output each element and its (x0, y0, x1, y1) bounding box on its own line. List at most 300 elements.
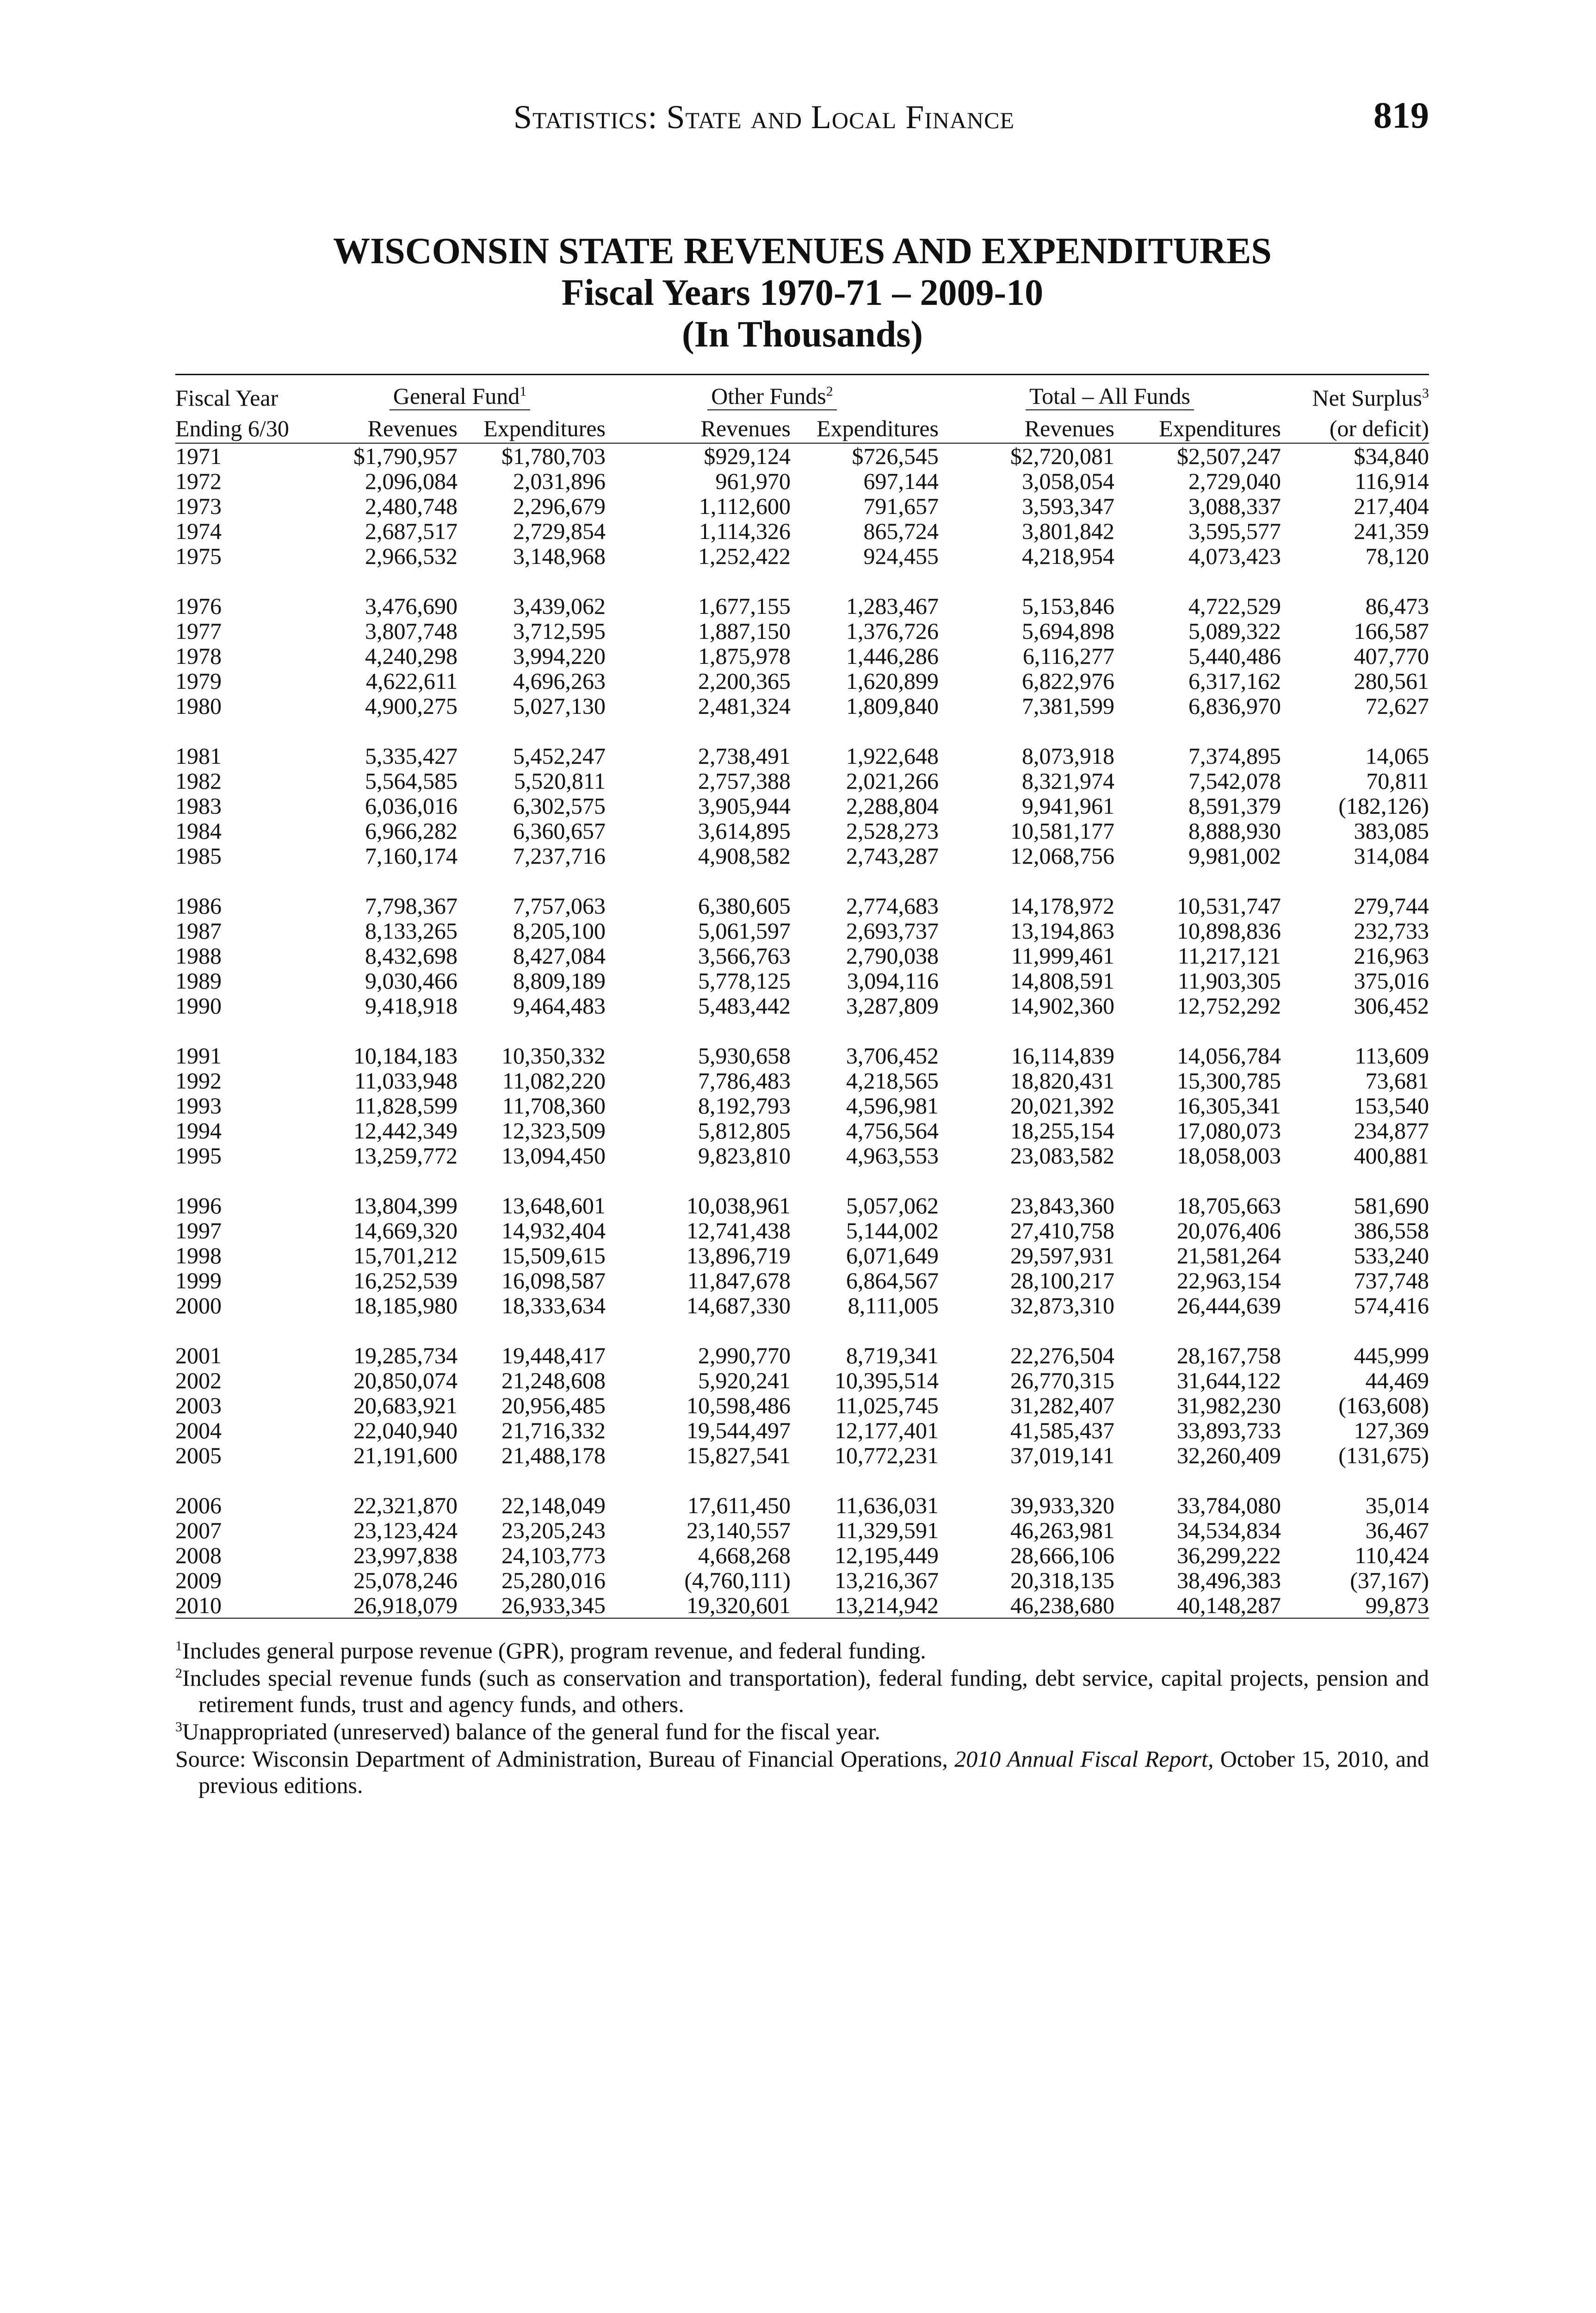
cell-total-revenues: 46,263,981 (1010, 1517, 1114, 1543)
cell-total-expenditures: 3,595,577 (1188, 518, 1281, 544)
cell-fiscal-year: 1992 (175, 1068, 222, 1094)
table-row (175, 519, 1429, 544)
cell-fiscal-year: 1971 (175, 443, 222, 469)
cell-total-revenues: 22,276,504 (1010, 1342, 1114, 1368)
cell-total-expenditures: 16,305,341 (1177, 1093, 1281, 1119)
cell-gf-expenditures: 13,094,450 (501, 1143, 606, 1169)
cell-fiscal-year: 1973 (175, 493, 222, 519)
cell-net-surplus: 533,240 (1354, 1243, 1429, 1268)
table-row (175, 943, 1429, 968)
cell-gf-expenditures: 10,350,332 (501, 1043, 606, 1069)
table-row (175, 1493, 1429, 1518)
cell-total-expenditures: 8,888,930 (1188, 818, 1281, 844)
cell-of-expenditures: 2,021,266 (846, 768, 939, 794)
table-row (175, 618, 1429, 643)
cell-of-expenditures: 1,620,899 (846, 668, 939, 694)
cell-fiscal-year: 2010 (175, 1593, 314, 1618)
table-row (175, 818, 1429, 843)
cell-of-expenditures: 1,376,726 (846, 618, 939, 644)
cell-fiscal-year: 1995 (175, 1143, 222, 1169)
cell-net-surplus: 86,473 (1365, 593, 1429, 619)
cell-net-surplus: 116,914 (1355, 468, 1429, 494)
table-row (175, 443, 1429, 469)
cell-gf-revenues: 2,480,748 (365, 493, 458, 519)
cell-gf-expenditures: 11,708,360 (502, 1093, 606, 1119)
cell-total-expenditures: 7,542,078 (1188, 768, 1281, 794)
cell-fiscal-year: 1977 (175, 618, 222, 644)
cell-of-expenditures: 8,719,341 (846, 1342, 939, 1368)
cell-gf-expenditures: 12,323,509 (501, 1118, 606, 1144)
cell-total-revenues: 20,021,392 (1010, 1093, 1114, 1119)
cell-of-expenditures: 11,636,031 (835, 1492, 939, 1518)
cell-gf-expenditures: 2,729,854 (513, 518, 606, 544)
footnote-2: $^2$Includes special revenue funds (such as conservation and transportation), federal funding, debt service, capital projects, pension and retirement funds, trust and agency funds, and others. (175, 1665, 1429, 1717)
cell-gf-expenditures: 3,439,062 (513, 593, 606, 619)
cell-total-expenditures: 20,076,406 (1177, 1218, 1281, 1243)
table-header (175, 375, 1429, 444)
cell-gf-revenues: 10,184,183 (353, 1043, 458, 1069)
cell-of-expenditures: 10,772,231 (835, 1442, 939, 1468)
cell-total-expenditures: 34,534,834 (1177, 1517, 1281, 1543)
cell-total-revenues: 18,820,431 (1010, 1068, 1114, 1094)
cell-of-revenues: 5,778,125 (698, 968, 791, 994)
cell-total-revenues: 6,822,976 (1022, 668, 1114, 694)
cell-gf-expenditures: 3,994,220 (513, 643, 606, 669)
cell-total-revenues: 10,581,177 (1010, 818, 1114, 844)
cell-net-surplus: 234,877 (1354, 1118, 1429, 1144)
cell-net-surplus: 14,065 (1365, 743, 1429, 769)
running-head: Statistics: State and Local Finance (513, 99, 1015, 136)
cell-fiscal-year: 2004 (175, 1417, 222, 1443)
cell-fiscal-year: 1975 (175, 543, 222, 569)
cell-of-expenditures: 5,057,062 (846, 1193, 939, 1218)
cell-of-expenditures: 1,809,840 (846, 693, 939, 719)
cell-total-expenditures: 12,752,292 (1177, 993, 1281, 1019)
table-row (175, 1043, 1429, 1068)
cell-of-expenditures: 8,111,005 (847, 1293, 939, 1318)
cell-of-revenues: 14,687,330 (687, 1293, 791, 1318)
header-total-revenues: Revenues (939, 410, 1114, 443)
header-other-funds: Other Funds$^2$ (606, 375, 939, 411)
cell-gf-expenditures: 7,237,716 (513, 843, 606, 869)
table-row (175, 1543, 1429, 1568)
cell-of-expenditures: 13,214,942 (791, 1593, 939, 1618)
cell-of-revenues: 1,112,600 (699, 493, 791, 519)
cell-total-revenues: 13,194,863 (1010, 918, 1114, 944)
cell-gf-revenues: 16,252,539 (353, 1268, 458, 1293)
group-spacer (175, 569, 1429, 594)
cell-gf-revenues: 11,828,599 (354, 1093, 458, 1119)
cell-total-revenues: 7,381,599 (1022, 693, 1114, 719)
cell-net-surplus: 306,452 (1354, 993, 1429, 1019)
cell-of-revenues: 9,823,810 (698, 1143, 791, 1169)
cell-gf-revenues: 7,160,174 (365, 843, 458, 869)
cell-gf-revenues: 21,191,600 (353, 1442, 458, 1468)
cell-of-expenditures: 865,724 (863, 518, 939, 544)
cell-total-expenditures: 4,073,423 (1188, 543, 1281, 569)
cell-total-expenditures: 5,440,486 (1188, 643, 1281, 669)
cell-gf-revenues: 23,123,424 (353, 1517, 458, 1543)
cell-net-surplus: (131,675) (1338, 1442, 1429, 1468)
cell-of-revenues: 1,114,326 (699, 518, 791, 544)
cell-gf-expenditures: 14,932,404 (501, 1218, 606, 1243)
cell-total-revenues: 27,410,758 (1010, 1218, 1114, 1243)
cell-of-expenditures: 3,706,452 (846, 1043, 939, 1069)
cell-of-revenues: 8,192,793 (698, 1093, 791, 1119)
cell-fiscal-year: 1984 (175, 818, 222, 844)
table-row (175, 1368, 1429, 1393)
table-row (175, 1593, 1429, 1618)
cell-fiscal-year: 1981 (175, 743, 222, 769)
table-row (175, 1218, 1429, 1243)
cell-total-revenues: 32,873,310 (1010, 1293, 1114, 1318)
header-ending: Ending 6/30 (175, 410, 314, 443)
cell-net-surplus: 73,681 (1365, 1068, 1429, 1094)
table-row (175, 1518, 1429, 1543)
cell-of-revenues: 5,483,442 (698, 993, 791, 1019)
cell-total-expenditures: 6,317,162 (1188, 668, 1281, 694)
cell-total-expenditures: 14,056,784 (1177, 1043, 1281, 1069)
cell-total-revenues: 4,218,954 (1022, 543, 1114, 569)
cell-total-expenditures: 10,531,747 (1177, 893, 1281, 919)
cell-gf-expenditures: 5,027,130 (513, 693, 606, 719)
cell-fiscal-year: 1976 (175, 593, 222, 619)
cell-fiscal-year: 1998 (175, 1243, 222, 1268)
cell-fiscal-year: 1994 (175, 1118, 222, 1144)
header-fiscal-year: Fiscal Year (175, 375, 314, 411)
table-row (175, 1193, 1429, 1218)
cell-gf-revenues: 13,804,399 (353, 1193, 458, 1218)
cell-of-revenues: 2,481,324 (698, 693, 791, 719)
cell-net-surplus: $34,840 (1354, 443, 1429, 469)
cell-gf-revenues: 4,900,275 (365, 693, 458, 719)
cell-gf-revenues: 23,997,838 (353, 1542, 458, 1568)
cell-total-revenues: 28,666,106 (1010, 1542, 1114, 1568)
cell-of-revenues: 2,738,491 (698, 743, 791, 769)
cell-fiscal-year: 1997 (175, 1218, 222, 1243)
cell-total-revenues: 11,999,461 (1011, 943, 1114, 969)
cell-net-surplus: 241,359 (1354, 518, 1429, 544)
cell-gf-expenditures: 22,148,049 (501, 1492, 606, 1518)
cell-gf-revenues: 2,687,517 (365, 518, 458, 544)
cell-of-expenditures: 6,071,649 (846, 1243, 939, 1268)
table-row (175, 1118, 1429, 1143)
units-note: (In Thousands) (681, 314, 923, 355)
table-row (175, 643, 1429, 668)
cell-gf-revenues: 22,321,870 (353, 1492, 458, 1518)
cell-of-expenditures: 924,455 (863, 543, 939, 569)
cell-total-expenditures: 28,167,758 (1177, 1342, 1281, 1368)
cell-total-expenditures: 4,722,529 (1188, 593, 1281, 619)
cell-of-expenditures: 3,287,809 (846, 993, 939, 1019)
header-total-all-funds: Total – All Funds (939, 375, 1281, 411)
cell-net-surplus: 400,881 (1354, 1143, 1429, 1169)
cell-gf-expenditures: 9,464,483 (513, 993, 606, 1019)
cell-total-expenditures: 31,644,122 (1177, 1367, 1281, 1393)
cell-gf-expenditures: 21,716,332 (501, 1417, 606, 1443)
cell-fiscal-year: 1983 (175, 793, 222, 819)
table-row (175, 893, 1429, 918)
cell-gf-revenues: 5,564,585 (365, 768, 458, 794)
cell-of-revenues: (4,760,111) (684, 1567, 791, 1593)
cell-net-surplus: 314,084 (1354, 843, 1429, 869)
cell-of-revenues: 5,061,597 (698, 918, 791, 944)
cell-gf-expenditures: 6,302,575 (513, 793, 606, 819)
table-row (175, 1093, 1429, 1118)
group-spacer (175, 1318, 1429, 1343)
cell-total-revenues: 16,114,839 (1011, 1043, 1114, 1069)
cell-total-revenues: 26,770,315 (1010, 1367, 1114, 1393)
cell-net-surplus: 127,369 (1354, 1417, 1429, 1443)
cell-net-surplus: 35,014 (1365, 1492, 1429, 1518)
cell-total-revenues: 20,318,135 (1010, 1567, 1114, 1593)
cell-total-revenues: 18,255,154 (1010, 1118, 1114, 1144)
cell-fiscal-year: 1990 (175, 993, 222, 1019)
group-spacer (175, 718, 1429, 743)
cell-total-expenditures: 32,260,409 (1177, 1442, 1281, 1468)
cell-fiscal-year: 2001 (175, 1342, 222, 1368)
cell-gf-revenues: 9,030,466 (365, 968, 458, 994)
cell-total-revenues: 6,116,277 (1022, 643, 1114, 669)
cell-gf-expenditures: 3,712,595 (513, 618, 606, 644)
cell-of-expenditures: $726,545 (852, 443, 939, 469)
cell-net-surplus: 44,469 (1365, 1367, 1429, 1393)
cell-total-expenditures: 33,784,080 (1177, 1492, 1281, 1518)
cell-total-revenues: 14,902,360 (1010, 993, 1114, 1019)
cell-of-revenues: 2,990,770 (698, 1342, 791, 1368)
cell-total-expenditures: 8,591,379 (1188, 793, 1281, 819)
table-row (175, 743, 1429, 768)
table-row (175, 1243, 1429, 1268)
cell-of-revenues: 10,038,961 (687, 1193, 791, 1218)
cell-net-surplus: 386,558 (1354, 1218, 1429, 1243)
cell-total-expenditures: 22,963,154 (1177, 1268, 1281, 1293)
cell-fiscal-year: 1978 (175, 643, 222, 669)
cell-net-surplus: 153,540 (1354, 1093, 1429, 1119)
cell-fiscal-year: 1999 (175, 1268, 222, 1293)
table-row (175, 494, 1429, 519)
table-row (175, 1143, 1429, 1168)
cell-of-expenditures: 2,790,038 (846, 943, 939, 969)
cell-net-surplus: 99,873 (1281, 1593, 1429, 1618)
cell-of-revenues: 5,930,658 (698, 1043, 791, 1069)
cell-gf-revenues: 26,918,079 (314, 1593, 458, 1618)
cell-net-surplus: 445,999 (1354, 1342, 1429, 1368)
cell-of-revenues: $929,124 (704, 443, 791, 469)
cell-of-revenues: 1,875,978 (698, 643, 791, 669)
cell-fiscal-year: 1980 (175, 693, 222, 719)
cell-net-surplus: 72,627 (1365, 693, 1429, 719)
cell-of-expenditures: 791,657 (863, 493, 939, 519)
table-row (175, 1443, 1429, 1468)
cell-fiscal-year: 1985 (175, 843, 222, 869)
cell-net-surplus: 36,467 (1365, 1517, 1429, 1543)
table-row (175, 668, 1429, 693)
cell-total-revenues: 23,843,360 (1010, 1193, 1114, 1218)
cell-of-revenues: 6,380,605 (698, 893, 791, 919)
cell-total-revenues: 28,100,217 (1010, 1268, 1114, 1293)
cell-fiscal-year: 1991 (175, 1043, 222, 1069)
cell-gf-revenues: 4,622,611 (365, 668, 458, 694)
cell-gf-expenditures: 18,333,634 (501, 1293, 606, 1318)
cell-net-surplus: (182,126) (1338, 793, 1429, 819)
table-row (175, 1393, 1429, 1418)
cell-gf-revenues: 14,669,320 (353, 1218, 458, 1243)
group-spacer (175, 1018, 1429, 1043)
cell-gf-expenditures: 7,757,063 (513, 893, 606, 919)
cell-of-revenues: 12,741,438 (687, 1218, 791, 1243)
cell-total-revenues: 3,801,842 (1022, 518, 1114, 544)
cell-total-expenditures: 38,496,383 (1177, 1567, 1281, 1593)
cell-fiscal-year: 1989 (175, 968, 222, 994)
cell-gf-expenditures: 6,360,657 (513, 818, 606, 844)
cell-total-revenues: 5,694,898 (1022, 618, 1114, 644)
cell-total-expenditures: 17,080,073 (1177, 1118, 1281, 1144)
cell-of-revenues: 5,920,241 (698, 1367, 791, 1393)
header-general-fund: General Fund$^1$ (314, 375, 606, 411)
cell-net-surplus: 407,770 (1354, 643, 1429, 669)
cell-of-revenues: 15,827,541 (687, 1442, 791, 1468)
page-title: WISCONSIN STATE REVENUES AND EXPENDITURES (333, 231, 1272, 272)
table-row (175, 918, 1429, 943)
cell-total-revenues: 46,238,680 (939, 1593, 1114, 1618)
cell-gf-expenditures: 26,933,345 (458, 1593, 606, 1618)
cell-of-revenues: 1,252,422 (698, 543, 791, 569)
cell-of-expenditures: 2,288,804 (846, 793, 939, 819)
cell-of-revenues: 17,611,450 (687, 1492, 791, 1518)
page-subtitle: Fiscal Years 1970-71 – 2009-10 (561, 272, 1044, 313)
cell-total-revenues: $2,720,081 (1010, 443, 1114, 469)
cell-total-revenues: 23,083,582 (1010, 1143, 1114, 1169)
cell-of-revenues: 11,847,678 (687, 1268, 791, 1293)
source-note: Source: Wisconsin Department of Administration, Bureau of Financial Operations, 2010 Annual Fiscal Report, October 15, 2010, and previous editions. (175, 1746, 1429, 1798)
cell-total-expenditures: 26,444,639 (1177, 1293, 1281, 1318)
cell-net-surplus: 232,733 (1354, 918, 1429, 944)
cell-of-revenues: 2,200,365 (698, 668, 791, 694)
cell-gf-revenues: 25,078,246 (353, 1567, 458, 1593)
cell-fiscal-year: 1993 (175, 1093, 222, 1119)
page-number: 819 (1373, 95, 1429, 136)
cell-of-expenditures: 3,094,116 (847, 968, 939, 994)
cell-net-surplus: 216,963 (1354, 943, 1429, 969)
cell-gf-expenditures: 8,427,084 (513, 943, 606, 969)
cell-of-expenditures: 2,743,287 (846, 843, 939, 869)
cell-total-expenditures: 6,836,970 (1188, 693, 1281, 719)
cell-total-revenues: 9,941,961 (1022, 793, 1114, 819)
cell-fiscal-year: 2008 (175, 1542, 222, 1568)
cell-gf-revenues: 13,259,772 (353, 1143, 458, 1169)
cell-net-surplus: (163,608) (1338, 1392, 1429, 1418)
table-row (175, 843, 1429, 868)
cell-total-revenues: 3,058,054 (1022, 468, 1114, 494)
cell-gf-revenues: $1,790,957 (353, 443, 458, 469)
cell-net-surplus: 375,016 (1354, 968, 1429, 994)
cell-of-expenditures: 697,144 (863, 468, 939, 494)
cell-of-expenditures: 2,528,273 (846, 818, 939, 844)
cell-fiscal-year: 1979 (175, 668, 222, 694)
header-gf-expenditures: Expenditures (458, 410, 606, 443)
cell-gf-revenues: 8,432,698 (365, 943, 458, 969)
footnote-1: $^1$Includes general purpose revenue (GPR), program revenue, and federal funding. (175, 1638, 926, 1664)
cell-gf-revenues: 5,335,427 (365, 743, 458, 769)
cell-of-revenues: 1,887,150 (698, 618, 791, 644)
table-row (175, 1418, 1429, 1443)
cell-fiscal-year: 2005 (175, 1442, 222, 1468)
cell-of-revenues: 19,544,497 (687, 1417, 791, 1443)
cell-fiscal-year: 2009 (175, 1567, 222, 1593)
table-row (175, 544, 1429, 569)
header-of-revenues: Revenues (606, 410, 791, 443)
cell-fiscal-year: 2003 (175, 1392, 222, 1418)
cell-total-expenditures: 11,217,121 (1177, 943, 1281, 969)
cell-gf-revenues: 12,442,349 (353, 1118, 458, 1144)
cell-of-expenditures: 4,218,565 (846, 1068, 939, 1094)
cell-fiscal-year: 1988 (175, 943, 222, 969)
cell-gf-expenditures: $1,780,703 (501, 443, 606, 469)
cell-total-expenditures: 33,893,733 (1177, 1417, 1281, 1443)
cell-net-surplus: (37,167) (1350, 1567, 1429, 1593)
cell-gf-expenditures: 2,296,679 (513, 493, 606, 519)
cell-of-revenues: 1,677,155 (698, 593, 791, 619)
cell-net-surplus: 574,416 (1354, 1293, 1429, 1318)
header-net-surplus: Net Surplus$^3$ (1281, 375, 1429, 411)
cell-of-revenues: 3,614,895 (698, 818, 791, 844)
group-spacer (175, 1168, 1429, 1193)
cell-fiscal-year: 2007 (175, 1517, 222, 1543)
cell-gf-expenditures: 21,248,608 (501, 1367, 606, 1393)
cell-of-revenues: 3,566,763 (698, 943, 791, 969)
cell-total-expenditures: 21,581,264 (1177, 1243, 1281, 1268)
cell-gf-revenues: 18,185,980 (353, 1293, 458, 1318)
cell-total-revenues: 29,597,931 (1010, 1243, 1114, 1268)
header-or-deficit: (or deficit) (1281, 410, 1429, 443)
cell-of-revenues: 7,786,483 (698, 1068, 791, 1094)
cell-of-expenditures: 2,774,683 (846, 893, 939, 919)
cell-total-revenues: 37,019,141 (1010, 1442, 1114, 1468)
cell-of-expenditures: 4,756,564 (846, 1118, 939, 1144)
header-gf-revenues: Revenues (314, 410, 458, 443)
cell-of-revenues: 4,908,582 (698, 843, 791, 869)
cell-total-revenues: 31,282,407 (1010, 1392, 1114, 1418)
cell-of-expenditures: 13,216,367 (835, 1567, 939, 1593)
cell-gf-expenditures: 24,103,773 (501, 1542, 606, 1568)
cell-net-surplus: 383,085 (1354, 818, 1429, 844)
cell-of-revenues: 961,970 (715, 468, 791, 494)
cell-gf-revenues: 4,240,298 (365, 643, 458, 669)
cell-total-expenditures: 3,088,337 (1188, 493, 1281, 519)
cell-of-expenditures: 1,922,648 (846, 743, 939, 769)
cell-gf-revenues: 6,036,016 (365, 793, 458, 819)
cell-gf-expenditures: 5,452,247 (513, 743, 606, 769)
cell-total-revenues: 12,068,756 (1010, 843, 1114, 869)
cell-total-expenditures: 9,981,002 (1188, 843, 1281, 869)
cell-fiscal-year: 1987 (175, 918, 222, 944)
cell-net-surplus: 737,748 (1354, 1268, 1429, 1293)
cell-of-revenues: 23,140,557 (687, 1517, 791, 1543)
table-row (175, 1068, 1429, 1093)
cell-net-surplus: 166,587 (1354, 618, 1429, 644)
table-row (175, 1293, 1429, 1318)
cell-gf-revenues: 2,096,084 (365, 468, 458, 494)
cell-total-expenditures: 15,300,785 (1177, 1068, 1281, 1094)
cell-total-revenues: 41,585,437 (1010, 1417, 1114, 1443)
table-body (175, 443, 1429, 1618)
cell-fiscal-year: 1982 (175, 768, 222, 794)
cell-net-surplus: 78,120 (1365, 543, 1429, 569)
cell-net-surplus: 70,811 (1366, 768, 1429, 794)
cell-gf-expenditures: 5,520,811 (513, 768, 606, 794)
cell-gf-revenues: 20,850,074 (353, 1367, 458, 1393)
